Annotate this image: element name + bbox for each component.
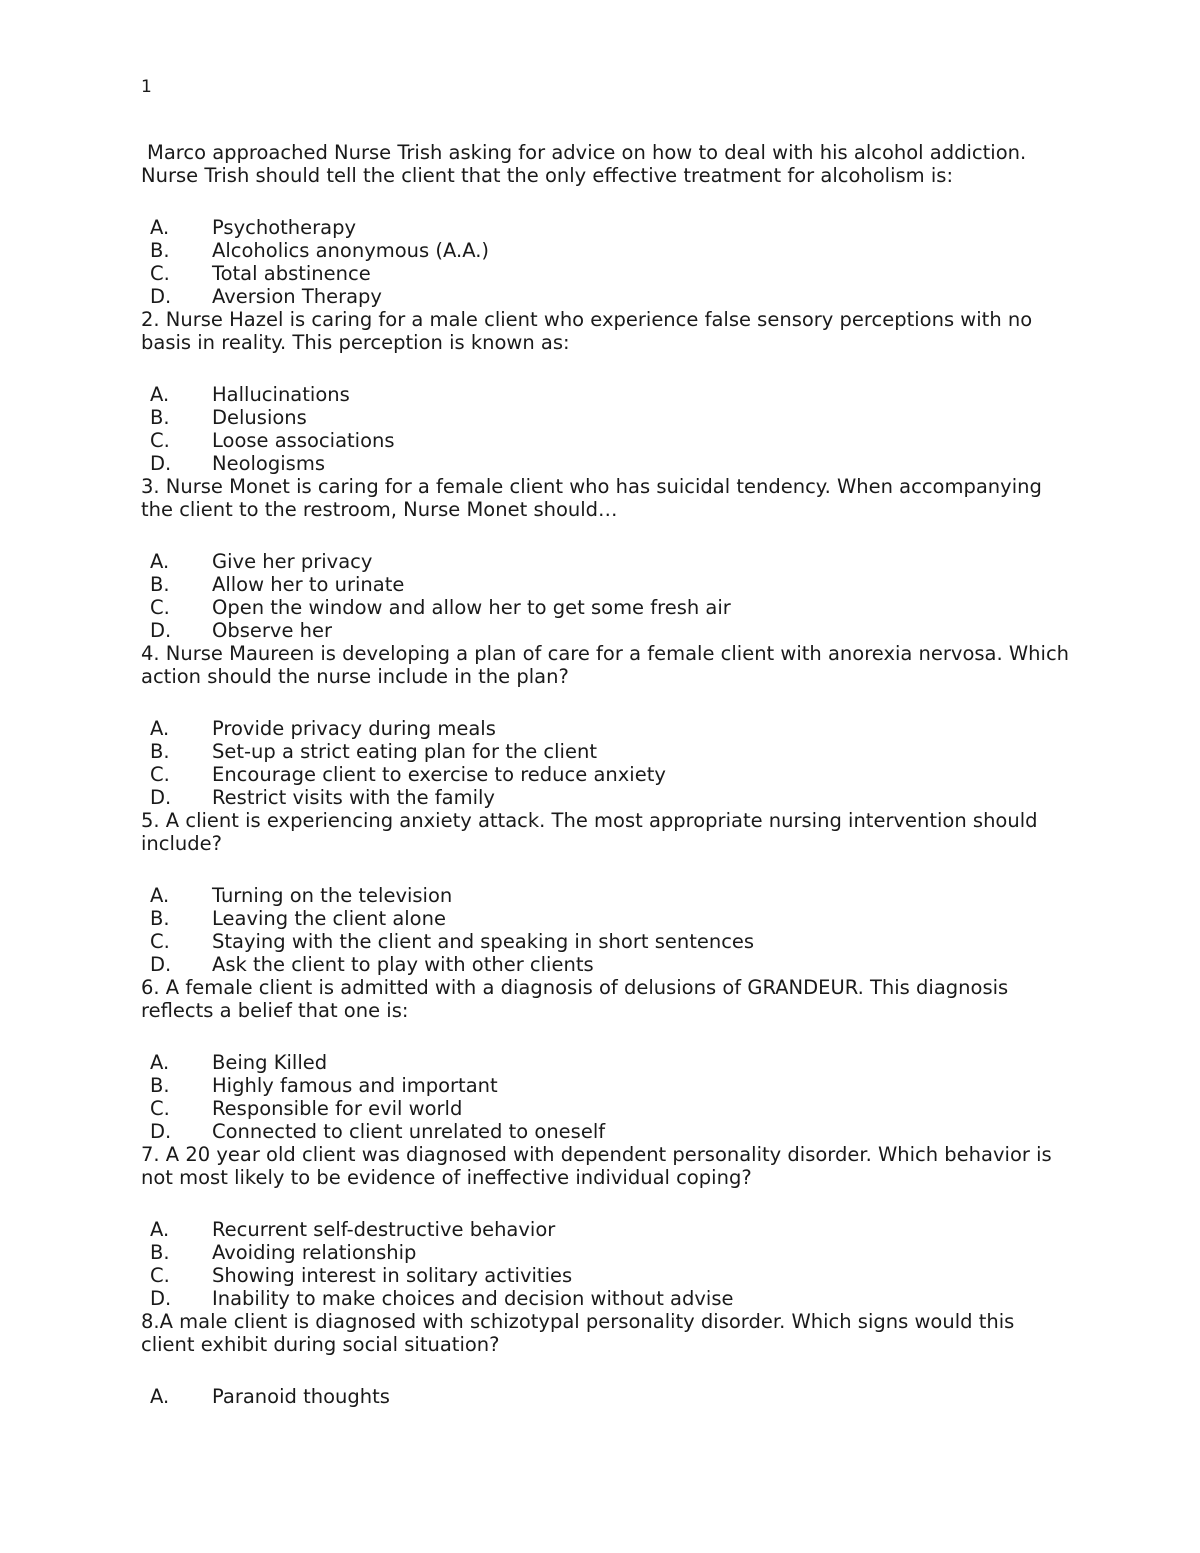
answer-options [141, 383, 1071, 475]
answer-options [141, 884, 1071, 976]
answer-option [141, 573, 1071, 596]
option-letter: D. [150, 1287, 172, 1310]
question-1 [141, 141, 1071, 308]
answer-option [141, 763, 1071, 786]
option-letter: A. [150, 216, 170, 239]
option-letter: A. [150, 717, 170, 740]
question-text: 5. A client is experiencing anxiety attack. The most appropriate nursing intervention should include? [141, 809, 1044, 855]
option-letter: B. [150, 1241, 170, 1264]
option-letter: C. [150, 763, 170, 786]
question-text: 6. A female client is admitted with a diagnosis of delusions of GRANDEUR. This diagnosis reflects a belief that one is: [141, 976, 1015, 1022]
answer-options [141, 1385, 1071, 1408]
option-letter: B. [150, 406, 170, 429]
answer-options [141, 1051, 1071, 1143]
option-text: Ask the client to play with other clients [212, 953, 594, 976]
option-text: Recurrent self-destructive behavior [212, 1218, 556, 1241]
option-text: Paranoid thoughts [212, 1385, 390, 1408]
option-letter: D. [150, 285, 172, 308]
question-text: 4. Nurse Maureen is developing a plan of care for a female client with anorexia nervosa. Which action should the nurse include in the plan? [141, 642, 1076, 688]
option-text: Responsible for evil world [212, 1097, 463, 1120]
option-letter: C. [150, 1264, 170, 1287]
option-text: Loose associations [212, 429, 395, 452]
option-text: Showing interest in solitary activities [212, 1264, 573, 1287]
question-text: 7. A 20 year old client was diagnosed with dependent personality disorder. Which behavior is not most likely to be evidence of ineffective individual coping? [141, 1143, 1058, 1189]
answer-option [141, 1051, 1071, 1074]
question-7 [141, 1143, 1071, 1310]
option-text: Inability to make choices and decision without advise [212, 1287, 734, 1310]
option-letter: D. [150, 452, 172, 475]
option-letter: C. [150, 596, 170, 619]
question-text: 3. Nurse Monet is caring for a female client who has suicidal tendency. When accompanying the client to the restroom, Nurse Monet should… [141, 475, 1049, 521]
answer-option [141, 740, 1071, 763]
answer-option [141, 930, 1071, 953]
answer-option [141, 1120, 1071, 1143]
option-letter: C. [150, 1097, 170, 1120]
question-4 [141, 642, 1076, 809]
question-8 [141, 1310, 1071, 1408]
option-text: Set-up a strict eating plan for the client [212, 740, 597, 763]
option-text: Avoiding relationship [212, 1241, 417, 1264]
answer-options [141, 216, 1071, 308]
option-text: Allow her to urinate [212, 573, 405, 596]
answer-option [141, 907, 1071, 930]
answer-options [141, 1218, 1071, 1310]
question-text: Marco approached Nurse Trish asking for advice on how to deal with his alcohol addiction. Nurse Trish should tell the client that the only effective treatment for alcoholism is: [141, 141, 1033, 187]
option-text: Give her privacy [212, 550, 373, 573]
option-letter: B. [150, 740, 170, 763]
option-text: Being Killed [212, 1051, 328, 1074]
question-text: 2. Nurse Hazel is caring for a male client who experience false sensory perceptions with no basis in reality. This perception is known as: [141, 308, 1039, 354]
option-letter: D. [150, 1120, 172, 1143]
option-letter: B. [150, 1074, 170, 1097]
option-letter: A. [150, 1385, 170, 1408]
option-letter: C. [150, 262, 170, 285]
option-text: Observe her [212, 619, 333, 642]
option-letter: A. [150, 1218, 170, 1241]
option-letter: A. [150, 1051, 170, 1074]
option-text: Restrict visits with the family [212, 786, 495, 809]
answer-option [141, 596, 1071, 619]
page-number: 1 [141, 77, 152, 97]
answer-option [141, 1218, 1071, 1241]
answer-option [141, 452, 1071, 475]
option-text: Provide privacy during meals [212, 717, 496, 740]
option-letter: D. [150, 786, 172, 809]
option-text: Leaving the client alone [212, 907, 446, 930]
answer-options [141, 550, 1071, 642]
option-text: Neologisms [212, 452, 325, 475]
answer-option [141, 1074, 1071, 1097]
option-text: Alcoholics anonymous (A.A.) [212, 239, 489, 262]
answer-option [141, 884, 1071, 907]
option-letter: C. [150, 429, 170, 452]
answer-option [141, 1264, 1071, 1287]
answer-option [141, 1385, 1071, 1408]
answer-option [141, 1287, 1071, 1310]
answer-option [141, 406, 1071, 429]
answer-option [141, 953, 1071, 976]
option-text: Turning on the television [212, 884, 453, 907]
answer-option [141, 550, 1071, 573]
question-text: 8.A male client is diagnosed with schizotypal personality disorder. Which signs would this client exhibit during social situation? [141, 1310, 1021, 1356]
answer-option [141, 619, 1071, 642]
option-text: Psychotherapy [212, 216, 357, 239]
answer-option [141, 383, 1071, 406]
option-text: Total abstinence [212, 262, 371, 285]
option-letter: A. [150, 884, 170, 907]
option-letter: B. [150, 907, 170, 930]
answer-option [141, 717, 1071, 740]
option-text: Connected to client unrelated to oneself [212, 1120, 606, 1143]
option-text: Hallucinations [212, 383, 350, 406]
answer-option [141, 1097, 1071, 1120]
option-letter: D. [150, 619, 172, 642]
option-text: Aversion Therapy [212, 285, 382, 308]
option-letter: A. [150, 550, 170, 573]
option-text: Open the window and allow her to get some fresh air [212, 596, 731, 619]
option-text: Highly famous and important [212, 1074, 498, 1097]
question-2 [141, 308, 1071, 475]
answer-option [141, 285, 1071, 308]
answer-option [141, 786, 1071, 809]
answer-option [141, 262, 1071, 285]
option-letter: D. [150, 953, 172, 976]
option-text: Delusions [212, 406, 307, 429]
question-6 [141, 976, 1071, 1143]
answer-option [141, 429, 1071, 452]
answer-option [141, 239, 1071, 262]
answer-option [141, 1241, 1071, 1264]
option-letter: B. [150, 239, 170, 262]
question-3 [141, 475, 1071, 642]
option-letter: A. [150, 383, 170, 406]
question-5 [141, 809, 1071, 976]
option-text: Staying with the client and speaking in short sentences [212, 930, 755, 953]
question-list [141, 141, 1076, 1408]
answer-options [141, 717, 1071, 809]
option-letter: B. [150, 573, 170, 596]
answer-option [141, 216, 1071, 239]
option-text: Encourage client to exercise to reduce anxiety [212, 763, 666, 786]
option-letter: C. [150, 930, 170, 953]
